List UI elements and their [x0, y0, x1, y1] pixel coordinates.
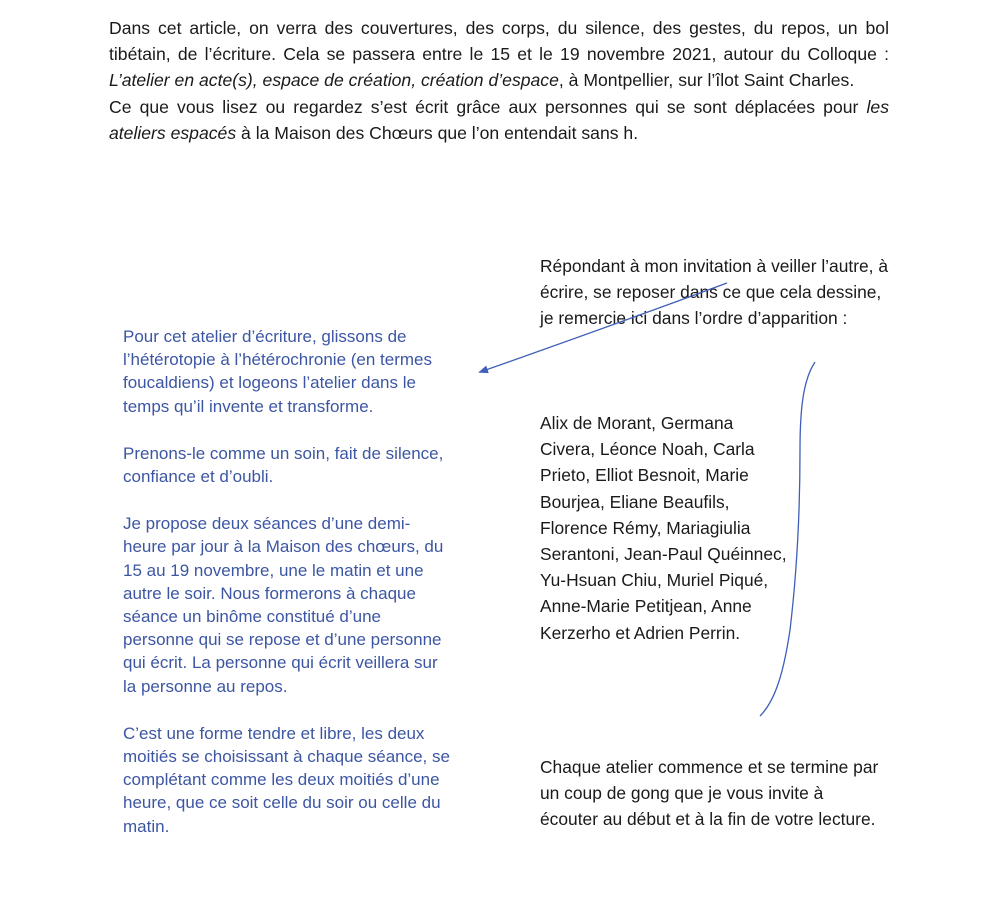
workshop-description [123, 325, 453, 862]
names-paragraph: Alix de Morant, Germana Civera, Léonce Noah, Carla Prieto, Elliot Besnoit, Marie Bourjea, Eliane Beaufils, Florence Rémy, Mariagiulia Serantoni, Jean-Paul Quéinnec, Yu-Hsuan Chiu, Muriel Piqué, Anne-Marie Petitjean, Anne Kerzerho et Adrien Perrin. [540, 413, 787, 643]
participant-names [540, 410, 790, 646]
invitation-text [540, 253, 890, 332]
left-paragraph-2: Prenons-le comme un soin, fait de silence, confiance et d’oubli. [123, 443, 444, 487]
intro-paragraph-1: Dans cet article, on verra des couvertures, des corps, du silence, des gestes, du repos, un bol tibétain, de l’écriture. Cela se passera entre le 15 et le 19 novembre 2021, autour du Colloque : L’atelier en acte(s), espace de création, création d’espace, à Montpellier, sur l’îlot Saint Charles. [109, 18, 889, 91]
gong-text [540, 754, 880, 833]
intro-paragraph-2: Ce que vous lisez ou regardez s’est écrit grâce aux personnes qui se sont déplacées pour les ateliers espacés à la Maison des Chœurs que l’on entendait sans h. [109, 96, 889, 143]
gong-paragraph: Chaque atelier commence et se termine par un coup de gong que je vous invite à écouter au début et à la fin de votre lecture. [540, 757, 879, 830]
invitation-paragraph: Répondant à mon invitation à veiller l’autre, à écrire, se reposer dans ce que cela dessine, je remercie ici dans l’ordre d’apparition : [540, 256, 889, 329]
left-paragraph-1: Pour cet atelier d’écriture, glissons de l’hétérotopie à l’hétérochronie (en termes foucaldiens) et logeons l’atelier dans le temps qu’il invente et transforme. [123, 327, 433, 416]
intro-text [109, 15, 889, 146]
left-paragraph-4: C’est une forme tendre et libre, les deux moitiés se choisissant à chaque séance, se complétant comme les deux moitiés d’une heure, que ce soit celle du soir ou celle du matin. [123, 723, 450, 836]
left-paragraph-3: Je propose deux séances d’une demi-heure par jour à la Maison des chœurs, du 15 au 19 novembre, une le matin et une autre le soir. Nous formerons à chaque séance un binôme constitué d’une personne qui se repose et d’une personne qui écrit. La personne qui écrit veillera sur la personne au repos. [123, 514, 444, 696]
